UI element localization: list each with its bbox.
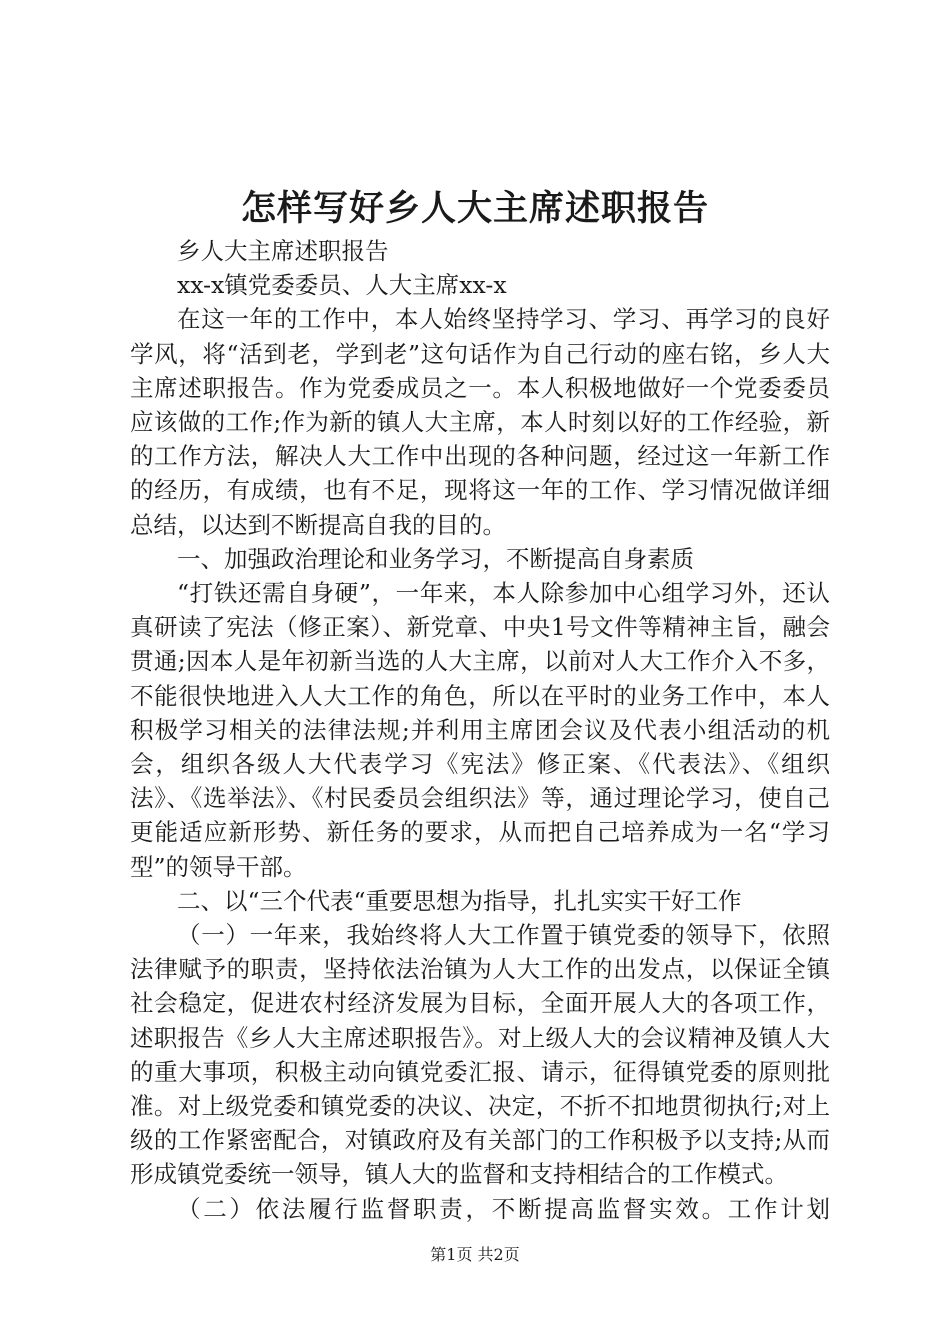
document-title: 怎样写好乡人大主席述职报告 <box>240 188 709 229</box>
paragraph-study: “打铁还需自身硬”，一年来，本人除参加中心组学习外，还认真研读了宪法（修正案）、新党章、中央1号文件等精神主旨，融会贯通;因本人是年初新当选的人大主席，以前对人大工作介入不多，不能很快地进入人大工作的角色，所以在平时的业务工作中，本人积极学习相关的法律法规;并利用主席团会议及代表小组活动的机会，组织各级人大代表学习《宪法》修正案、《代表法》、《组织法》、《选举法》、《村民委员会组织法》等，通过理论学习，使自己更能适应新形势、新任务的要求，从而把自己培养成为一名“学习型”的领导干部。 <box>130 579 830 881</box>
paragraph-author: xx-x镇党委委员、人大主席xx-x <box>177 271 507 300</box>
section-heading-1: 一、加强政治理论和业务学习，不断提高自身素质 <box>177 544 694 573</box>
paragraph-work-2: （二）依法履行监督职责，不断提高监督实效。工作计划 <box>177 1194 830 1223</box>
paragraph-subtitle: 乡人大主席述职报告 <box>177 237 389 265</box>
paragraph-intro: 在这一年的工作中，本人始终坚持学习、学习、再学习的良好学风，将“活到老，学到老”这句话作为自己行动的座右铭，乡人大主席述职报告。作为党委成员之一。本人积极地做好一个党委委员应该做的工作;作为新的镇人大主席，本人时刻以好的工作经验，新的工作方法，解决人大工作中出现的各种问题，经过这一年新工作的经历，有成绩，也有不足，现将这一年的工作、学习情况做详细总结，以达到不断提高自我的目的。 <box>130 305 830 539</box>
paragraph-work-1: （一）一年来，我始终将人大工作置于镇党委的领导下，依照法律赋予的职责，坚持依法治镇为人大工作的出发点，以保证全镇社会稳定，促进农村经济发展为目标，全面开展人大的各项工作，述职报告《乡人大主席述职报告》。对上级人大的会议精神及镇人大的重大事项，积极主动向镇党委汇报、请示，征得镇党委的原则批准。对上级党委和镇党委的决议、决定，不折不扣地贯彻执行;对上级的工作紧密配合，对镇政府及有关部门的工作积极予以支持;从而形成镇党委统一领导，镇人大的监督和支持相结合的工作模式。 <box>130 921 830 1189</box>
section-heading-2: 二、以“三个代表“重要思想为指导，扎扎实实干好工作 <box>177 886 742 915</box>
page-number-footer: 第1页 共2页 <box>430 1245 520 1264</box>
document-body <box>130 234 830 1226</box>
